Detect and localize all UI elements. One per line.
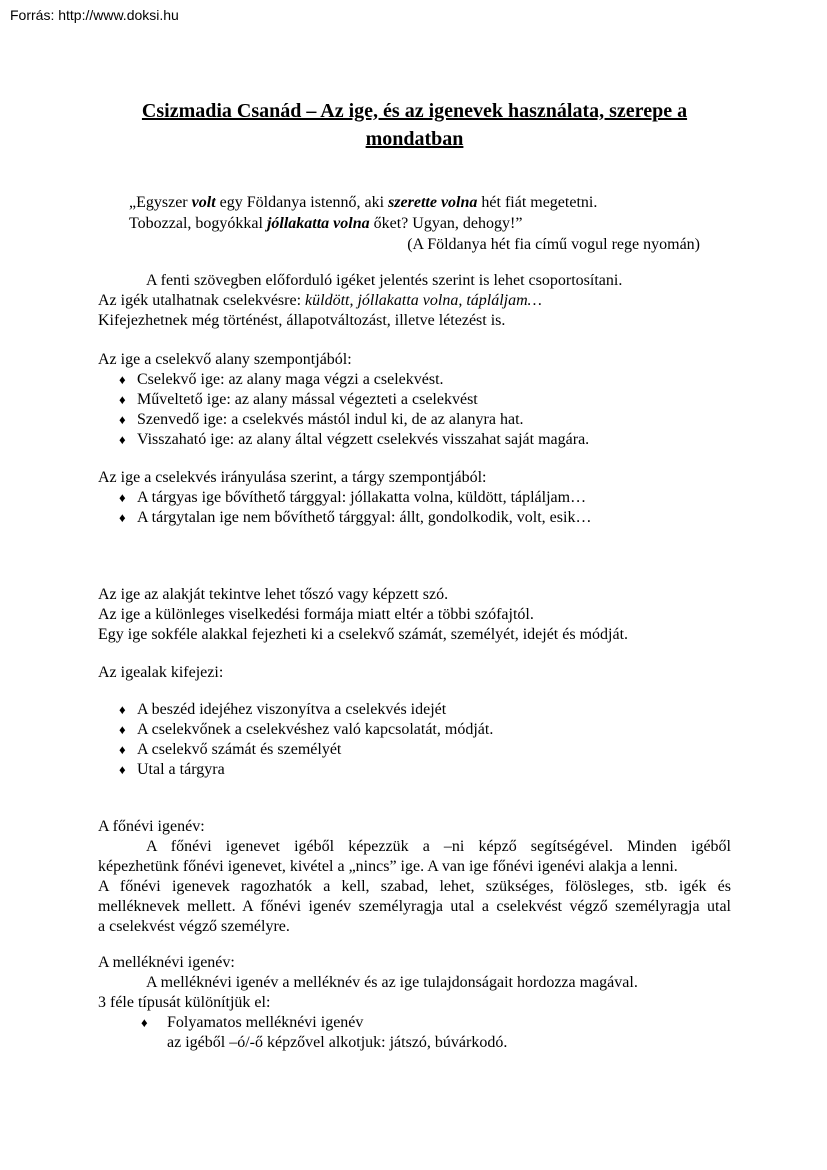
list-item	[98, 1013, 731, 1033]
participle-paragraph	[98, 973, 731, 1053]
infinitive-para2-line3: a cselekvést végző személyre.	[98, 918, 290, 935]
quote-emphasis: jóllakatta volna	[266, 215, 370, 232]
form-line-3: Egy ige sokféle alakkal fejezheti ki a cselekvő számát, személyét, idejét és módját.	[98, 626, 629, 643]
list-item	[98, 430, 731, 450]
intro-line-2	[98, 291, 731, 311]
form-line-2: Az ige a különleges viselkedési formája miatt eltér a többi szófajtól.	[98, 606, 534, 623]
list-item	[98, 700, 731, 720]
list-item	[98, 760, 731, 780]
bullet-list-verbform	[98, 700, 731, 780]
list-item-text: Folyamatos melléknévi igenév	[167, 1014, 364, 1031]
section-heading-object: Az ige a cselekvés irányulása szerint, a tárgy szempontjából:	[98, 469, 487, 486]
bullet-list-subject	[98, 370, 731, 450]
list-item	[98, 410, 731, 430]
quote-line-2	[129, 213, 731, 234]
list-item	[98, 390, 731, 410]
diamond-bullet-icon: ♦	[119, 762, 126, 777]
list-item-text: A tárgytalan ige nem bővíthető tárggyal: állt, gondolkodik, volt, esik…	[137, 509, 592, 526]
quote-block	[98, 192, 731, 255]
intro-examples-italic: küldött, jóllakatta volna, tápláljam…	[305, 292, 542, 309]
list-item-text: A beszéd idejéhez viszonyítva a cselekvés idejét	[137, 701, 447, 718]
diamond-bullet-icon: ♦	[119, 510, 126, 525]
infinitive-para1-line2: képezhetünk főnévi igenevet, kivétel a „nincs” ige. A van ige főnévi igenévi alakja a lenni.	[98, 858, 678, 875]
form-line-1: Az ige az alakját tekintve lehet tőszó vagy képzett szó.	[98, 586, 449, 603]
quote-emphasis: volt	[191, 194, 216, 211]
list-item-text: Műveltető ige: az alany mással végezteti a cselekvést	[137, 391, 478, 408]
document-title-text: Csizmadia Csanád – Az ige, és az igenevek használata, szerepe a mondatban	[141, 100, 688, 150]
section-heading-participle: A melléknévi igenév:	[98, 954, 235, 971]
list-item-text: Cselekvő ige: az alany maga végzi a cselekvést.	[137, 371, 444, 388]
participle-line-2: 3 féle típusát különítjük el:	[98, 994, 271, 1011]
list-item-text: A cselekvő számát és személyét	[137, 741, 342, 758]
list-item	[98, 720, 731, 740]
intro-text: Az igék utalhatnak cselekvésre:	[98, 292, 306, 309]
section-heading-subject: Az ige a cselekvő alany szempontjából:	[98, 351, 352, 368]
quote-text: hét fiát megetetni.	[477, 194, 598, 211]
quote-text: egy Földanya istennő, aki	[215, 194, 389, 211]
document-title	[98, 97, 731, 153]
list-item	[98, 370, 731, 390]
bullet-list-object	[98, 488, 731, 528]
section-heading-verbform: Az igealak kifejezi:	[98, 664, 224, 681]
diamond-bullet-icon: ♦	[119, 490, 126, 505]
diamond-bullet-icon: ♦	[119, 392, 126, 407]
quote-line-1	[129, 192, 731, 213]
quote-text: őket? Ugyan, dehogy!”	[369, 215, 523, 232]
participle-line-1: A melléknévi igenév a melléknév és az ige tulajdonságait hordozza magával.	[146, 974, 638, 991]
list-item	[98, 488, 731, 508]
participle-bullet-subline: az igéből –ó/-ő képzővel alkotjuk: játszó, búvárkodó.	[167, 1034, 508, 1051]
list-item-text: Visszaható ige: az alany által végzett cselekvés visszahat saját magára.	[137, 431, 590, 448]
infinitive-para2-line2: melléknevek mellett. A főnévi igenév személyragja utal a cselekvést végző személyragja utal	[98, 898, 731, 915]
quote-text: Tobozzal, bogyókkal	[129, 215, 267, 232]
diamond-bullet-icon: ♦	[119, 432, 126, 447]
infinitive-paragraph	[98, 837, 731, 937]
infinitive-para1-line1: A főnévi igenevet igéből képezzük a –ni képző segítségével. Minden igéből	[146, 838, 731, 855]
diamond-bullet-icon: ♦	[119, 372, 126, 387]
list-item-text: A tárgyas ige bővíthető tárggyal: jóllakatta volna, küldött, tápláljam…	[137, 489, 587, 506]
form-paragraph	[98, 585, 731, 645]
quote-text: „Egyszer	[129, 194, 192, 211]
intro-line-1: A fenti szövegben előforduló igéket jelentés szerint is lehet csoportosítani.	[146, 272, 623, 289]
list-item-text: A cselekvőnek a cselekvéshez való kapcsolatát, módját.	[137, 721, 494, 738]
list-item	[98, 740, 731, 760]
intro-paragraph	[98, 271, 731, 331]
diamond-bullet-icon: ♦	[119, 722, 126, 737]
diamond-bullet-icon: ♦	[119, 702, 126, 717]
diamond-bullet-icon: ♦	[141, 1015, 148, 1030]
diamond-bullet-icon: ♦	[119, 412, 126, 427]
infinitive-para2-line1: A főnévi igenevek ragozhatók a kell, szabad, lehet, szükséges, fölösleges, stb. igék és	[98, 878, 731, 895]
section-heading-infinitive: A főnévi igenév:	[98, 818, 205, 835]
list-item-text: Szenvedő ige: a cselekvés mástól indul ki, de az alanyra hat.	[137, 411, 524, 428]
document-content	[98, 0, 731, 1053]
intro-line-3: Kifejezhetnek még történést, állapotváltozást, illetve létezést is.	[98, 312, 506, 329]
quote-attribution: (A Földanya hét fia című vogul rege nyomán)	[407, 236, 700, 253]
quote-emphasis: szerette volna	[388, 194, 478, 211]
list-item	[98, 508, 731, 528]
diamond-bullet-icon: ♦	[119, 742, 126, 757]
list-item-text: Utal a tárgyra	[137, 761, 225, 778]
source-url: Forrás: http://www.doksi.hu	[10, 7, 179, 23]
